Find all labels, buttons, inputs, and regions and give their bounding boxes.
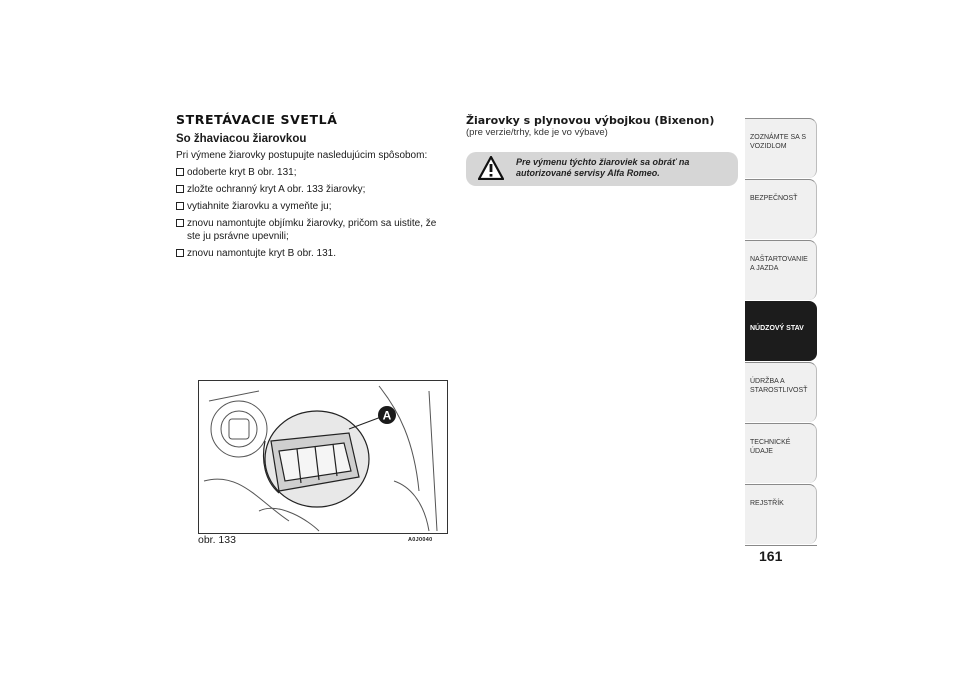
steps-list: [176, 166, 446, 260]
headlamp-cover-drawing: [199, 381, 447, 533]
list-item: znovu namontujte kryt B obr. 131.: [176, 247, 446, 260]
section-title: STRETÁVACIE SVETLÁ: [176, 112, 338, 127]
checkbox-bullet-icon: [176, 185, 184, 193]
tab-technical-data[interactable]: TECHNICKÉ ÚDAJE: [745, 423, 817, 483]
tab-get-to-know-vehicle[interactable]: ZOZNÁMTE SA S VOZIDLOM: [745, 118, 817, 178]
list-item: znovu namontujte objímku žiarovky, pričom sa uistite, že ste ju psrávne upevnili;: [176, 217, 446, 243]
list-item: odoberte kryt B obr. 131;: [176, 166, 446, 179]
figure-code: A0J0040: [408, 537, 433, 543]
tab-safety[interactable]: BEZPEČNOSŤ: [745, 179, 817, 239]
bixenon-title: Žiarovky s plynovou výbojkou (Bixenon): [466, 114, 715, 127]
right-column: [466, 114, 738, 186]
headlamp-illustration: [198, 380, 448, 534]
tab-starting-driving[interactable]: NAŠTARTOVANIE A JAZDA: [745, 240, 817, 300]
list-item: vytiahnite žiarovku a vymeňte ju;: [176, 200, 446, 213]
tab-emergency[interactable]: NÚDZOVÝ STAV: [745, 301, 817, 361]
checkbox-bullet-icon: [176, 219, 184, 227]
checkbox-bullet-icon: [176, 249, 184, 257]
warning-box: [466, 152, 738, 186]
callout-a-label: A: [382, 408, 392, 423]
bixenon-subtitle: (pre verzie/trhy, kde je vo výbave): [466, 127, 608, 138]
subsection-title: So žhaviacou žiarovkou: [176, 133, 307, 145]
intro-text: Pri výmene žiarovky postupujte nasledujúcim spôsobom:: [176, 150, 428, 161]
checkbox-bullet-icon: [176, 202, 184, 210]
warning-triangle-icon: [478, 156, 504, 180]
tab-maintenance[interactable]: ÚDRŽBA A STAROSTLIVOSŤ: [745, 362, 817, 422]
chapter-sidebar: [745, 118, 817, 545]
tab-index[interactable]: REJSTŘÍK: [745, 484, 817, 544]
figure-caption: obr. 133: [198, 534, 236, 546]
list-item: zložte ochranný kryt A obr. 133 žiarovky;: [176, 183, 446, 196]
page-number: 161: [759, 548, 783, 564]
left-column: [176, 112, 446, 264]
footer-divider: [745, 545, 817, 546]
checkbox-bullet-icon: [176, 168, 184, 176]
warning-text: Pre výmenu týchto žiaroviek sa obráť na autorizované servisy Alfa Romeo.: [516, 157, 690, 179]
